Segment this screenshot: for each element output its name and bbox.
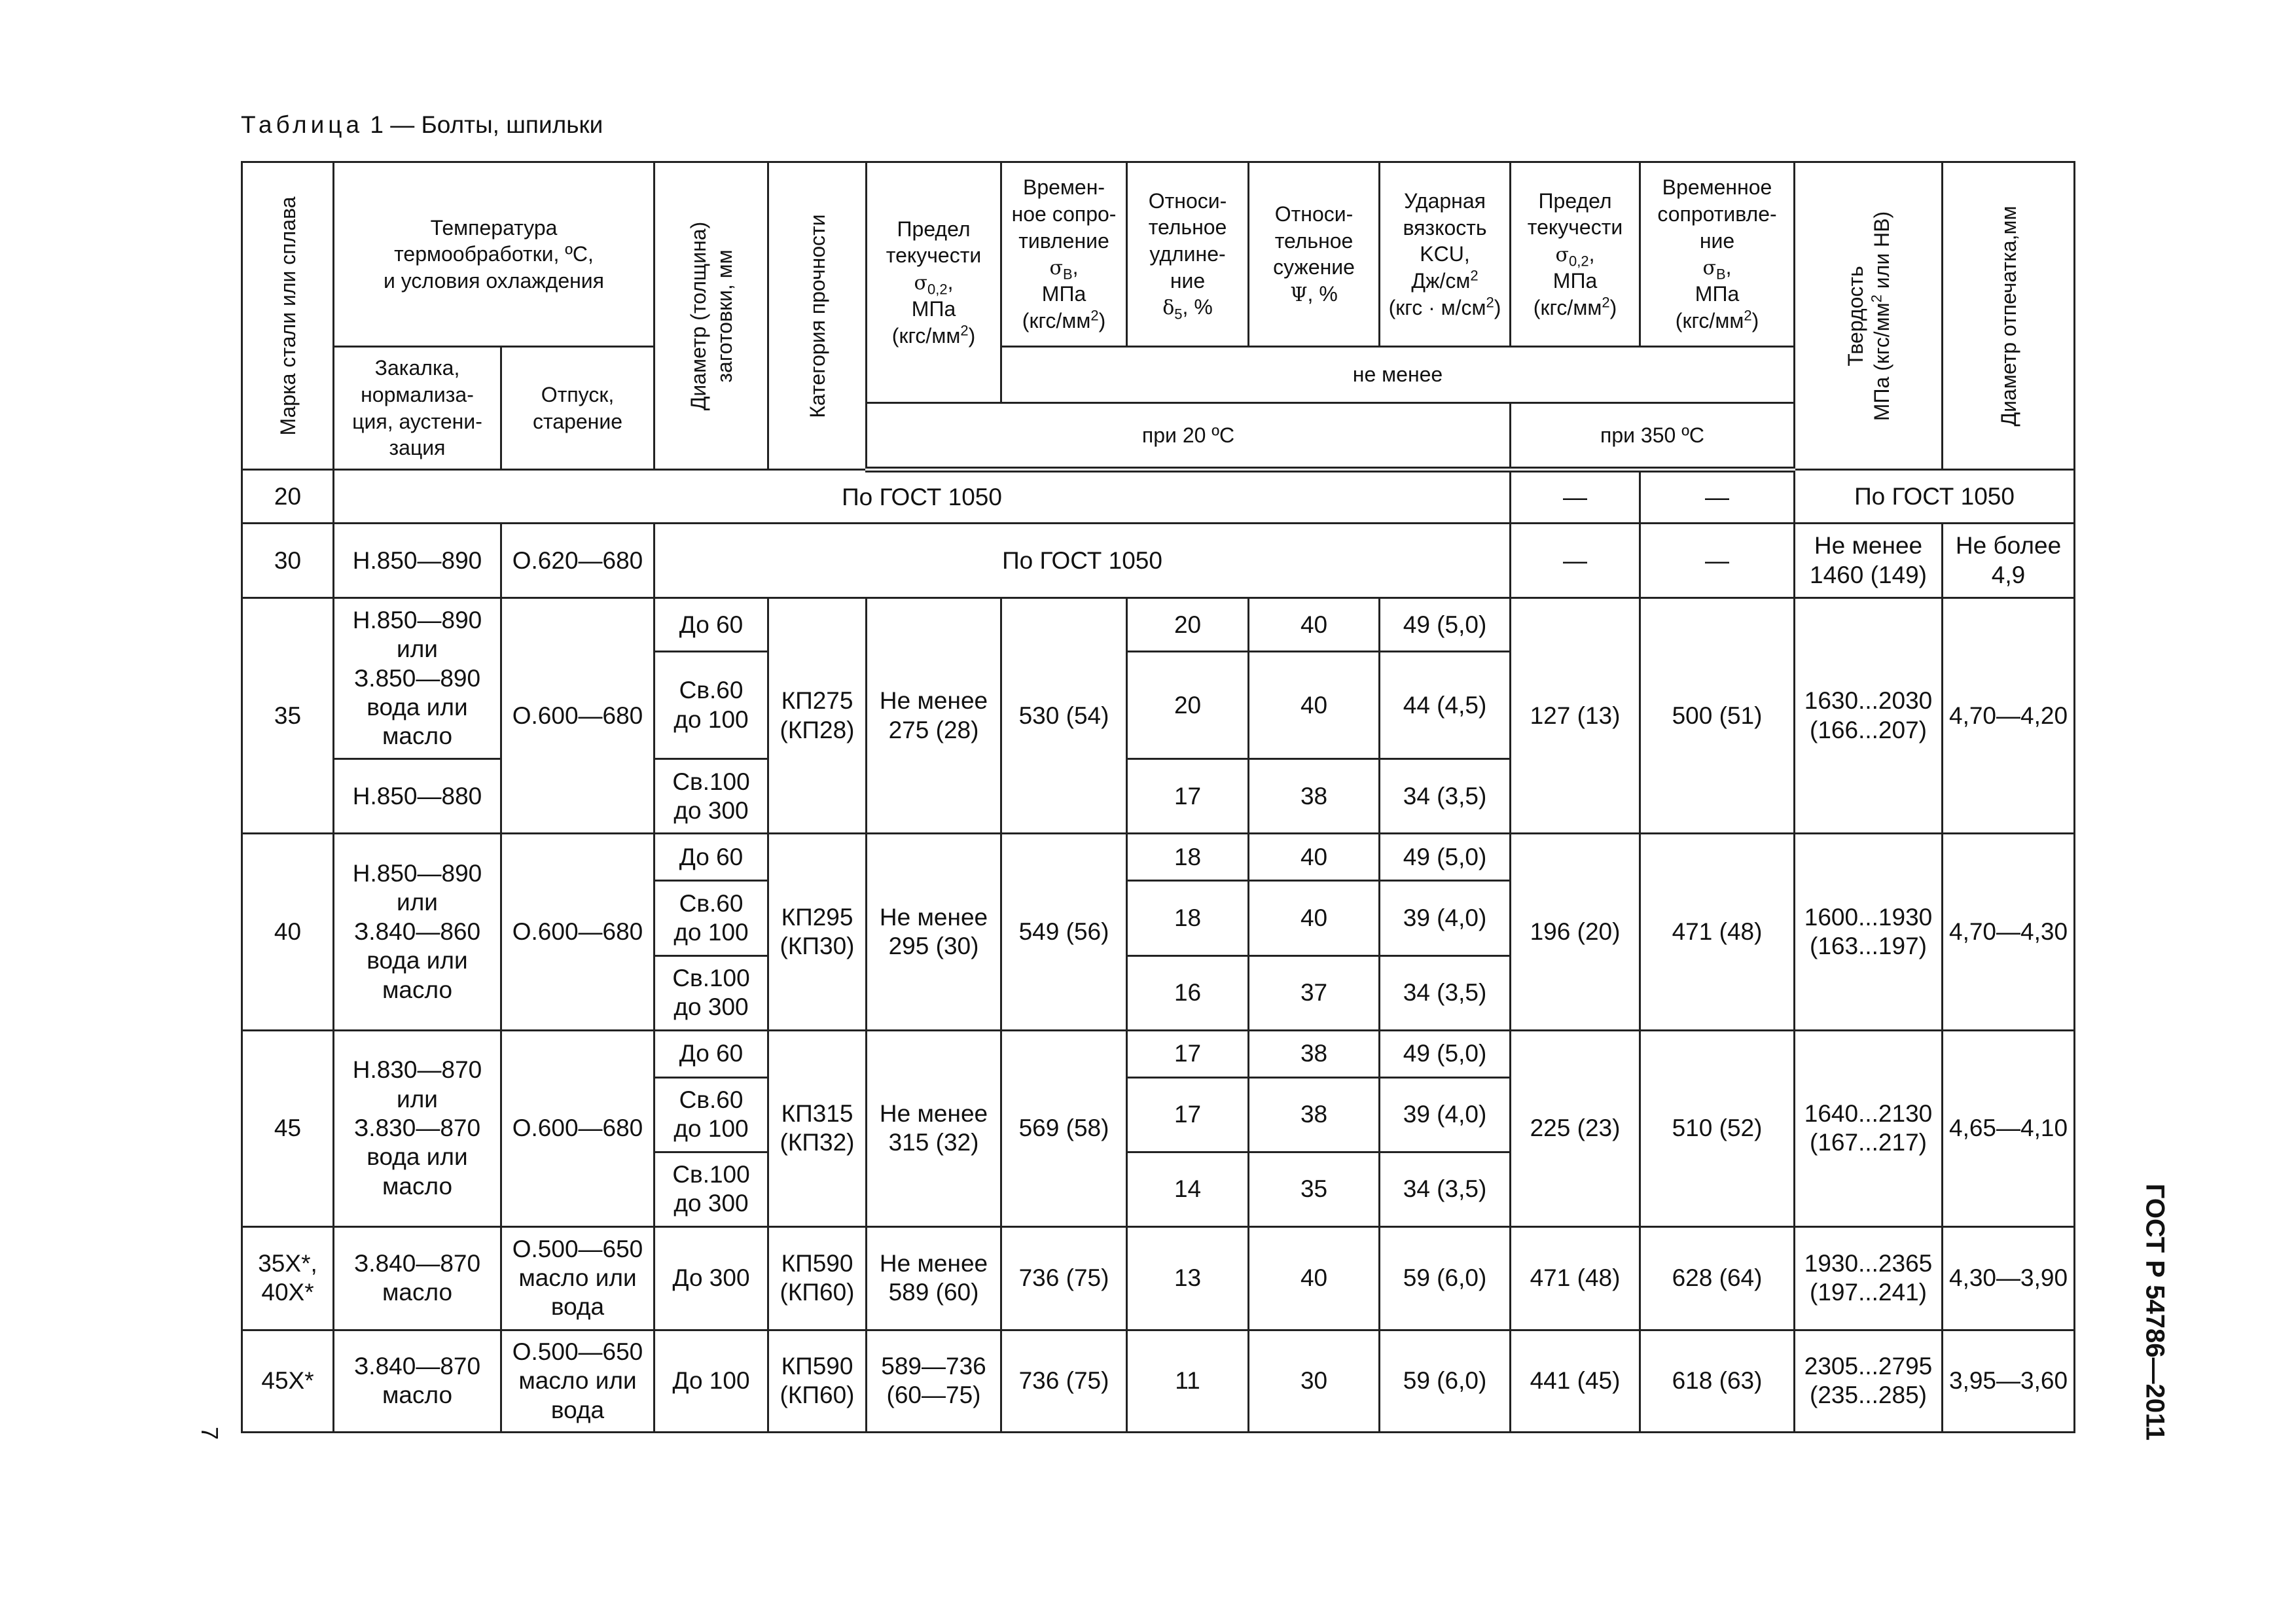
cell-diameter: Св.60 до 100 xyxy=(655,652,768,759)
cell-yield-350: — xyxy=(1511,524,1640,598)
cell-diameter: Св.100 до 300 xyxy=(655,955,768,1030)
table-row xyxy=(242,470,2075,524)
table-row xyxy=(242,524,2075,598)
cell-reduction: 38 xyxy=(1249,1030,1380,1077)
table-row xyxy=(242,1226,2075,1330)
cell-impact: 59 (6,0) xyxy=(1380,1330,1511,1432)
cell-grade: 40 xyxy=(242,834,334,1030)
cell-impact: 59 (6,0) xyxy=(1380,1226,1511,1330)
cell-diameter: До 100 xyxy=(655,1330,768,1432)
cell-tensile-350: 500 (51) xyxy=(1640,598,1795,834)
cell-tensile: 736 (75) xyxy=(1001,1226,1127,1330)
cell-quench: З.840—870 масло xyxy=(334,1330,501,1432)
cell-yield: 589—736 (60—75) xyxy=(867,1330,1001,1432)
cell-impact: 49 (5,0) xyxy=(1380,1030,1511,1077)
standard-designation: ГОСТ Р 54786—2011 xyxy=(2140,1183,2170,1441)
cell-quench: З.840—870 масло xyxy=(334,1226,501,1330)
cell-temper: О.500—650 масло или вода xyxy=(501,1226,655,1330)
cell-imprint: 4,70—4,30 xyxy=(1943,834,2075,1030)
table-row xyxy=(242,1030,2075,1077)
cell-diameter: Св.100 до 300 xyxy=(655,759,768,834)
cell-impact: 49 (5,0) xyxy=(1380,834,1511,881)
cell-elongation: 14 xyxy=(1127,1152,1249,1226)
header-quench: Закалка, нормализа- ция, аустени- зация xyxy=(334,347,501,470)
header-category: Категория прочности xyxy=(768,162,867,470)
header-at-350: при 350 ºС xyxy=(1511,403,1795,470)
cell-elongation: 18 xyxy=(1127,834,1249,881)
cell-elongation: 20 xyxy=(1127,652,1249,759)
cell-reduction: 40 xyxy=(1249,1226,1380,1330)
cell-temper: О.600—680 xyxy=(501,1030,655,1226)
cell-tensile-350: 628 (64) xyxy=(1640,1226,1795,1330)
cell-yield-350: — xyxy=(1511,470,1640,524)
table-row xyxy=(242,834,2075,881)
cell-category: КП275 (КП28) xyxy=(768,598,867,834)
header-not-less: не менее xyxy=(1001,347,1795,403)
cell-impact: 44 (4,5) xyxy=(1380,652,1511,759)
cell-elongation: 11 xyxy=(1127,1330,1249,1432)
cell-category: КП590 (КП60) xyxy=(768,1226,867,1330)
header-yield-350: Предел текучести $\sigma_{0,2}$, МПа $(кгс/мм^2)$ xyxy=(1511,162,1640,347)
caption-title: 1 — Болты, шпильки xyxy=(370,111,603,138)
cell-temper: О.620—680 xyxy=(501,524,655,598)
header-impact: Ударная вязкость KCU, $Дж/см^2$ $(кгс \cdot м/см^2)$ xyxy=(1380,162,1511,347)
cell-reduction: 40 xyxy=(1249,652,1380,759)
cell-elongation: 13 xyxy=(1127,1226,1249,1330)
header-row-1 xyxy=(242,162,2075,347)
page-number: 7 xyxy=(196,1426,223,1440)
cell-quench: Н.850—890 или З.850—890 вода или масло xyxy=(334,598,501,759)
cell-gost: По ГОСТ 1050 xyxy=(1795,470,2075,524)
cell-category: КП295 (КП30) xyxy=(768,834,867,1030)
header-elongation: Относи- тельное удлине- ние $\delta_5$, % xyxy=(1127,162,1249,347)
cell-gost: По ГОСТ 1050 xyxy=(334,470,1511,524)
cell-diameter: До 300 xyxy=(655,1226,768,1330)
cell-tensile: 569 (58) xyxy=(1001,1030,1127,1226)
table-row xyxy=(242,1330,2075,1432)
cell-yield-350: 127 (13) xyxy=(1511,598,1640,834)
header-diameter: Диаметр (толщина) заготовки, мм xyxy=(655,162,768,470)
cell-impact: 34 (3,5) xyxy=(1380,1152,1511,1226)
cell-hardness: 2305...2795 (235...285) xyxy=(1795,1330,1943,1432)
cell-quench: Н.850—890 xyxy=(334,524,501,598)
cell-elongation: 17 xyxy=(1127,1030,1249,1077)
cell-quench: Н.850—880 xyxy=(334,759,501,834)
table-caption xyxy=(241,111,603,139)
cell-elongation: 17 xyxy=(1127,759,1249,834)
cell-elongation: 16 xyxy=(1127,955,1249,1030)
cell-tensile-350: 618 (63) xyxy=(1640,1330,1795,1432)
cell-hardness: 1630...2030 (166...207) xyxy=(1795,598,1943,834)
cell-tensile-350: — xyxy=(1640,470,1795,524)
cell-temper: О.600—680 xyxy=(501,598,655,834)
cell-hardness: 1930...2365 (197...241) xyxy=(1795,1226,1943,1330)
cell-elongation: 20 xyxy=(1127,598,1249,652)
cell-grade: 45 xyxy=(242,1030,334,1226)
caption-prefix: Таблица xyxy=(241,111,364,138)
cell-impact: 34 (3,5) xyxy=(1380,759,1511,834)
cell-grade: 45Х* xyxy=(242,1330,334,1432)
cell-elongation: 17 xyxy=(1127,1077,1249,1152)
cell-diameter: До 60 xyxy=(655,1030,768,1077)
cell-reduction: 35 xyxy=(1249,1152,1380,1226)
cell-elongation: 18 xyxy=(1127,881,1249,955)
cell-hardness: 1640...2130 (167...217) xyxy=(1795,1030,1943,1226)
cell-impact: 39 (4,0) xyxy=(1380,881,1511,955)
cell-imprint: Не более 4,9 xyxy=(1943,524,2075,598)
cell-tensile-350: 471 (48) xyxy=(1640,834,1795,1030)
header-tensile-350: Временное сопротивле- ние $\sigma_В$, МПа $(кгс/мм^2)$ xyxy=(1640,162,1795,347)
cell-impact: 34 (3,5) xyxy=(1380,955,1511,1030)
cell-temper: О.500—650 масло или вода xyxy=(501,1330,655,1432)
cell-yield: Не менее 295 (30) xyxy=(867,834,1001,1030)
header-temper: Отпуск, старение xyxy=(501,347,655,470)
header-hardness: Твердость МПа ($кгс/мм^2$ или HB) xyxy=(1795,162,1943,470)
cell-tensile: 736 (75) xyxy=(1001,1330,1127,1432)
cell-imprint: 4,65—4,10 xyxy=(1943,1030,2075,1226)
cell-imprint: 4,70—4,20 xyxy=(1943,598,2075,834)
cell-yield-350: 471 (48) xyxy=(1511,1226,1640,1330)
cell-grade: 35Х*, 40Х* xyxy=(242,1226,334,1330)
cell-diameter: До 60 xyxy=(655,834,768,881)
header-grade: Марка стали или сплава xyxy=(242,162,334,470)
cell-tensile-350: 510 (52) xyxy=(1640,1030,1795,1226)
cell-yield-350: 196 (20) xyxy=(1511,834,1640,1030)
cell-tensile-350: — xyxy=(1640,524,1795,598)
cell-grade: 35 xyxy=(242,598,334,834)
cell-hardness: 1600...1930 (163...197) xyxy=(1795,834,1943,1030)
header-reduction: Относи- тельное сужение Ψ, % xyxy=(1249,162,1380,347)
cell-category: КП315 (КП32) xyxy=(768,1030,867,1226)
cell-yield-350: 441 (45) xyxy=(1511,1330,1640,1432)
cell-impact: 39 (4,0) xyxy=(1380,1077,1511,1152)
cell-reduction: 38 xyxy=(1249,759,1380,834)
table-row xyxy=(242,598,2075,652)
cell-quench: Н.830—870 или З.830—870 вода или масло xyxy=(334,1030,501,1226)
cell-tensile: 530 (54) xyxy=(1001,598,1127,834)
cell-diameter: Св.60 до 100 xyxy=(655,881,768,955)
header-imprint: Диаметр отпечатка,мм xyxy=(1943,162,2075,470)
cell-category: КП590 (КП60) xyxy=(768,1330,867,1432)
cell-temper: О.600—680 xyxy=(501,834,655,1030)
cell-imprint: 4,30—3,90 xyxy=(1943,1226,2075,1330)
cell-grade: 20 xyxy=(242,470,334,524)
header-at-20: при 20 ºС xyxy=(867,403,1511,470)
cell-gost: По ГОСТ 1050 xyxy=(655,524,1511,598)
header-tensile-20: Времен- ное сопро- тивление $\sigma_В$, МПа $(кгс/мм^2)$ xyxy=(1001,162,1127,347)
cell-reduction: 40 xyxy=(1249,881,1380,955)
cell-reduction: 40 xyxy=(1249,598,1380,652)
cell-tensile: 549 (56) xyxy=(1001,834,1127,1030)
cell-hardness: Не менее 1460 (149) xyxy=(1795,524,1943,598)
cell-reduction: 38 xyxy=(1249,1077,1380,1152)
header-heat-treatment: Температура термообработки, ºС, и условия охлаждения xyxy=(334,162,655,347)
cell-yield: Не менее 275 (28) xyxy=(867,598,1001,834)
cell-reduction: 37 xyxy=(1249,955,1380,1030)
bolts-table xyxy=(241,161,2075,1433)
cell-diameter: До 60 xyxy=(655,598,768,652)
cell-quench: Н.850—890 или З.840—860 вода или масло xyxy=(334,834,501,1030)
cell-imprint: 3,95—3,60 xyxy=(1943,1330,2075,1432)
cell-impact: 49 (5,0) xyxy=(1380,598,1511,652)
cell-diameter: Св.60 до 100 xyxy=(655,1077,768,1152)
cell-yield-350: 225 (23) xyxy=(1511,1030,1640,1226)
cell-reduction: 40 xyxy=(1249,834,1380,881)
cell-yield: Не менее 589 (60) xyxy=(867,1226,1001,1330)
cell-reduction: 30 xyxy=(1249,1330,1380,1432)
header-yield-20: Предел текучести $\sigma_{0,2}$, МПа $(кгс/мм^2)$ xyxy=(867,162,1001,403)
cell-grade: 30 xyxy=(242,524,334,598)
cell-yield: Не менее 315 (32) xyxy=(867,1030,1001,1226)
cell-diameter: Св.100 до 300 xyxy=(655,1152,768,1226)
